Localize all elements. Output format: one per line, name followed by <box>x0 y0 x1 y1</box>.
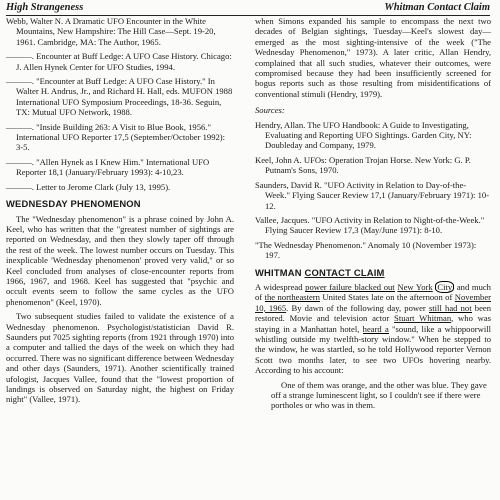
sources-label: Sources: <box>255 105 285 116</box>
body-paragraph: Two subsequent studies failed to validate the existence of a Wednesday phenomenon. Psychologist/statistician David R. Saunders put 7025 sighting reports (from 1921 through 1970) into a computer and tallied the days of the week on which they had occurred. There was no significant difference between Wednesday and other days (Saunders, 1971). Another scientifically trained ufologist, Jacques Vallee, found that the "lowest proportion of landings is observed on Saturday night, the highest on Friday night" (Vallee, 1971). <box>6 311 234 405</box>
reference-entry: ———. Letter to Jerome Clark (July 13, 1995). <box>6 181 171 192</box>
handwritten-underline: power failure blacked out <box>305 281 395 292</box>
reference-entry: ———. "Encounter at Buff Ledge: A UFO Case History." In Walter H. Andrus, Jr., and Richard H. Hall, eds. MUFON 1988 International UFO Symposium Proceedings, 18-36. Seguin, TX: Mutual UFO Network, 1988. <box>6 76 233 118</box>
handwritten-underline: Stuart Whitman <box>394 313 452 324</box>
text-run: United States late on the afternoon of <box>319 292 455 303</box>
handwritten-underline: still had not <box>428 302 472 313</box>
reference-entry: Vallee, Jacques. "UFO Activity in Relation to Night-of-the-Week." Flying Saucer Review 17,3 (May/June 1971): 8-10. <box>255 214 485 236</box>
section-heading-wednesday: WEDNESDAY PHENOMENON <box>6 198 141 210</box>
heading-part: WHITMAN <box>255 266 305 278</box>
reference-entry: Keel, John A. UFOs: Operation Trojan Horse. New York: G. P. Putnam's Sons, 1970. <box>255 154 471 176</box>
text-run: been restored. Movie and television actor <box>255 302 491 324</box>
reference-entry: ———. "Allen Hynek as I Knew Him." International UFO Reporter 18,1 (January/February 1993): 4-10,23. <box>6 156 210 178</box>
text-run: and much of <box>255 281 491 303</box>
header-section-title: Whitman Contact Claim <box>384 2 490 13</box>
block-quote: One of them was orange, and the other was blue. They gave off a strange luminescent light, so I couldn't see if there were portholes or who was in them. <box>271 379 487 411</box>
reference-entry: Saunders, David R. "UFO Activity in Relation to Day-of-the-Week." Flying Saucer Review 17,1 (January/February 1971): 10-12. <box>255 179 490 211</box>
reference-entry: "The Wednesday Phenomenon." Anomaly 10 (November 1973): 197. <box>255 239 477 261</box>
reference-entry: Webb, Walter N. A Dramatic UFO Encounter in the White Mountains, New Hampshire: The Hill Case—Sept. 19-20, 1961. Cambridge, MA: The Author, 1965. <box>6 16 216 47</box>
header-book-title: High Strangeness <box>6 2 84 13</box>
text-run: . By dawn of the following day, power <box>286 302 429 313</box>
whitman-paragraph <box>255 282 491 376</box>
text-run: , who was staying in a Manhattan hotel, <box>255 313 491 334</box>
section-heading-whitman <box>255 268 491 278</box>
text-run: "sound, like a whippoorwill whistling outside my twelfth-story window." When he stepped to the window, he was startled, so he told Hollywood reporter Vernon Scott two months later, to see two UFOs hovering nearby. According to his account: <box>255 323 491 376</box>
handwritten-underline: New York <box>397 281 433 292</box>
reference-entry: ———. Encounter at Buff Ledge: A UFO Case History. Chicago: J. Allen Hynek Center for UFO Studies, 1994. <box>6 51 232 72</box>
handwritten-circle: City <box>437 281 453 292</box>
body-paragraph: when Simons expanded his sample to encompass the next two decades of Belgian sightings, Tuesday—Keel's slowest day—emerged as the most sighting-intensive of the week ("The Wednesday Phenomenon," 1973). A later critic, Allan Hendry, complained that all such studies, whatever their outcomes, were compromised because they had been insufficiently screened for bogus reports such as those resulting from misidentifications of conventional stimuli (Hendry, 1979). <box>255 16 491 99</box>
handwritten-underline: November 10, 1965 <box>255 292 492 313</box>
handwritten-underline: heard a <box>362 323 389 334</box>
text-run: A widespread <box>255 281 306 292</box>
reference-entry: Hendry, Allan. The UFO Handbook: A Guide to Investigating, Evaluating and Reporting UFO Sightings. Garden City, NY: Doubleday and Company, 1979. <box>255 119 472 151</box>
right-column <box>255 16 491 411</box>
body-paragraph: The "Wednesday phenomenon" is a phrase coined by John A. Keel, who has written that the "greatest number of sightings are reported on Wednesday, and then they slowly taper off through the rest of the week. The lowest number occurs on Tuesday. This inexplicable 'Wednesday phenomenon' proved very valid," or so Keel concluded from analyses of close-encounter reports from 1966, 1967, and 1968. Keel has suggested that "psychic and occult events seem to follow the same cycles as the UFO phenomenon" (Keel, 1970). <box>6 213 234 307</box>
running-header <box>6 0 490 16</box>
left-column <box>6 16 234 409</box>
handwritten-underline: the northeastern <box>264 292 320 303</box>
underlined-heading-part: CONTACT CLAIM <box>304 266 385 278</box>
reference-entry: ———. "Inside Building 263: A Visit to Blue Book, 1956." International UFO Reporter 17,5 (September/October 1992): 3-5. <box>6 121 226 153</box>
